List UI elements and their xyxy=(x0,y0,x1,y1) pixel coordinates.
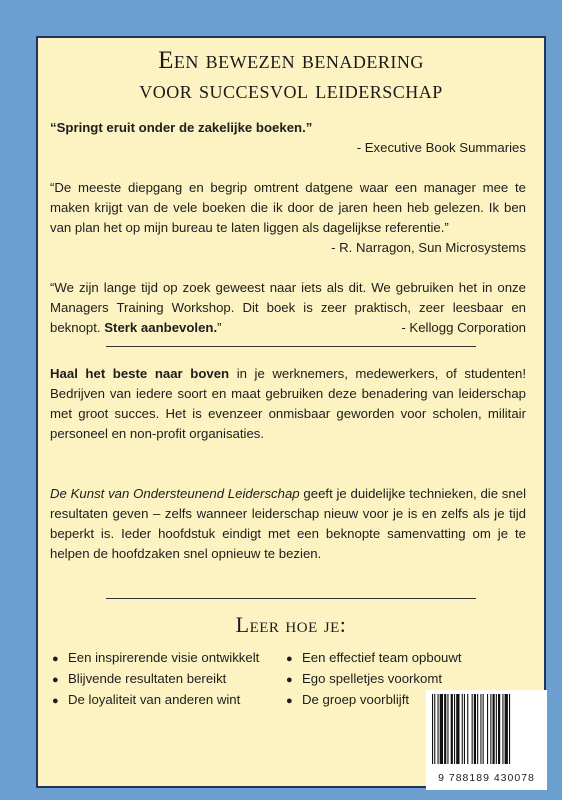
bullet-item: ● De groep voorblijft xyxy=(286,690,462,711)
quote-3-source: - Kellogg Corporation xyxy=(401,320,526,335)
bullet-icon: ● xyxy=(286,695,293,707)
description-paragraph xyxy=(50,484,526,564)
quote-3-text: “We zijn lange tijd op zoek geweest naar iets als dit. We gebruiken het in onze Managers Training Workshop. Dit boek is zeer praktisch, zeer leesbaar en beknopt. xyxy=(50,280,526,335)
bullet-item: ● De loyaliteit van anderen wint xyxy=(52,690,259,711)
divider-1 xyxy=(106,346,476,347)
bullet-icon: ● xyxy=(52,674,59,686)
quote-2-source: - R. Narragon, Sun Microsystems xyxy=(331,240,526,255)
back-cover-panel xyxy=(36,36,546,788)
bullet-icon: ● xyxy=(286,653,293,665)
bullet-item: ● Een inspirerende visie ontwikkelt xyxy=(52,648,259,669)
quote-1-text: “Springt eruit onder de zakelijke boeken.” xyxy=(50,120,313,135)
bullet-icon: ● xyxy=(286,674,293,686)
barcode-bars xyxy=(430,694,543,764)
bullet-item: ● Ego spelletjes voorkomt xyxy=(286,669,462,690)
bullet-list-left xyxy=(52,648,259,711)
bullet-icon: ● xyxy=(52,695,59,707)
description-paragraph-text: geeft je duidelijke technieken, die snel resultaten geven – zelfs wanneer leiderschap nieuw voor je is en zelfs als je tijd beperkt is. Ieder hoofdstuk eindigt met een beknopte samenvatting om je te helpen de hoofdzaken snel opnieuw te bezien. xyxy=(50,486,526,561)
bullet-item: ● Een effectief team opbouwt xyxy=(286,648,462,669)
quote-3 xyxy=(50,278,526,338)
isbn-barcode xyxy=(426,690,547,790)
cover-title xyxy=(38,46,544,106)
quote-1 xyxy=(50,118,526,158)
book-title-italic: De Kunst van Ondersteunend Leiderschap xyxy=(50,486,300,501)
learn-heading: Leer hoe je: xyxy=(235,612,347,637)
intro-paragraph-text: in je werknemers, medewerkers, of studenten! Bedrijven van iedere soort en maat gebruiken deze benadering van leiderschap met groot succes. Het is evenzeer onmisbaar geworden voor scholen, militair personeel en non-profit organisaties. xyxy=(50,366,526,441)
quote-2 xyxy=(50,178,526,258)
title-line-2: voor succesvol leiderschap xyxy=(139,77,443,104)
barcode-number: 9 788189 430078 xyxy=(438,772,535,784)
quote-3-close: ” xyxy=(217,320,222,335)
bullet-item: ● Blijvende resultaten bereikt xyxy=(52,669,259,690)
intro-paragraph-lead: Haal het beste naar boven xyxy=(50,366,230,381)
intro-paragraph xyxy=(50,364,526,444)
divider-2 xyxy=(106,598,476,599)
title-line-1: Een bewezen benadering xyxy=(158,47,424,74)
quote-3-emphasis: Sterk aanbevolen. xyxy=(104,320,218,335)
quote-1-source: - Executive Book Summaries xyxy=(356,140,526,155)
bullet-icon: ● xyxy=(52,653,59,665)
quote-2-text: “De meeste diepgang en begrip omtrent datgene waar een manager mee te maken krijgt van de vele boeken die ik door de jaren heen heb gelezen. Ik ben van plan het op mijn bureau te laten liggen als dagelijkse referentie.” xyxy=(50,180,526,235)
